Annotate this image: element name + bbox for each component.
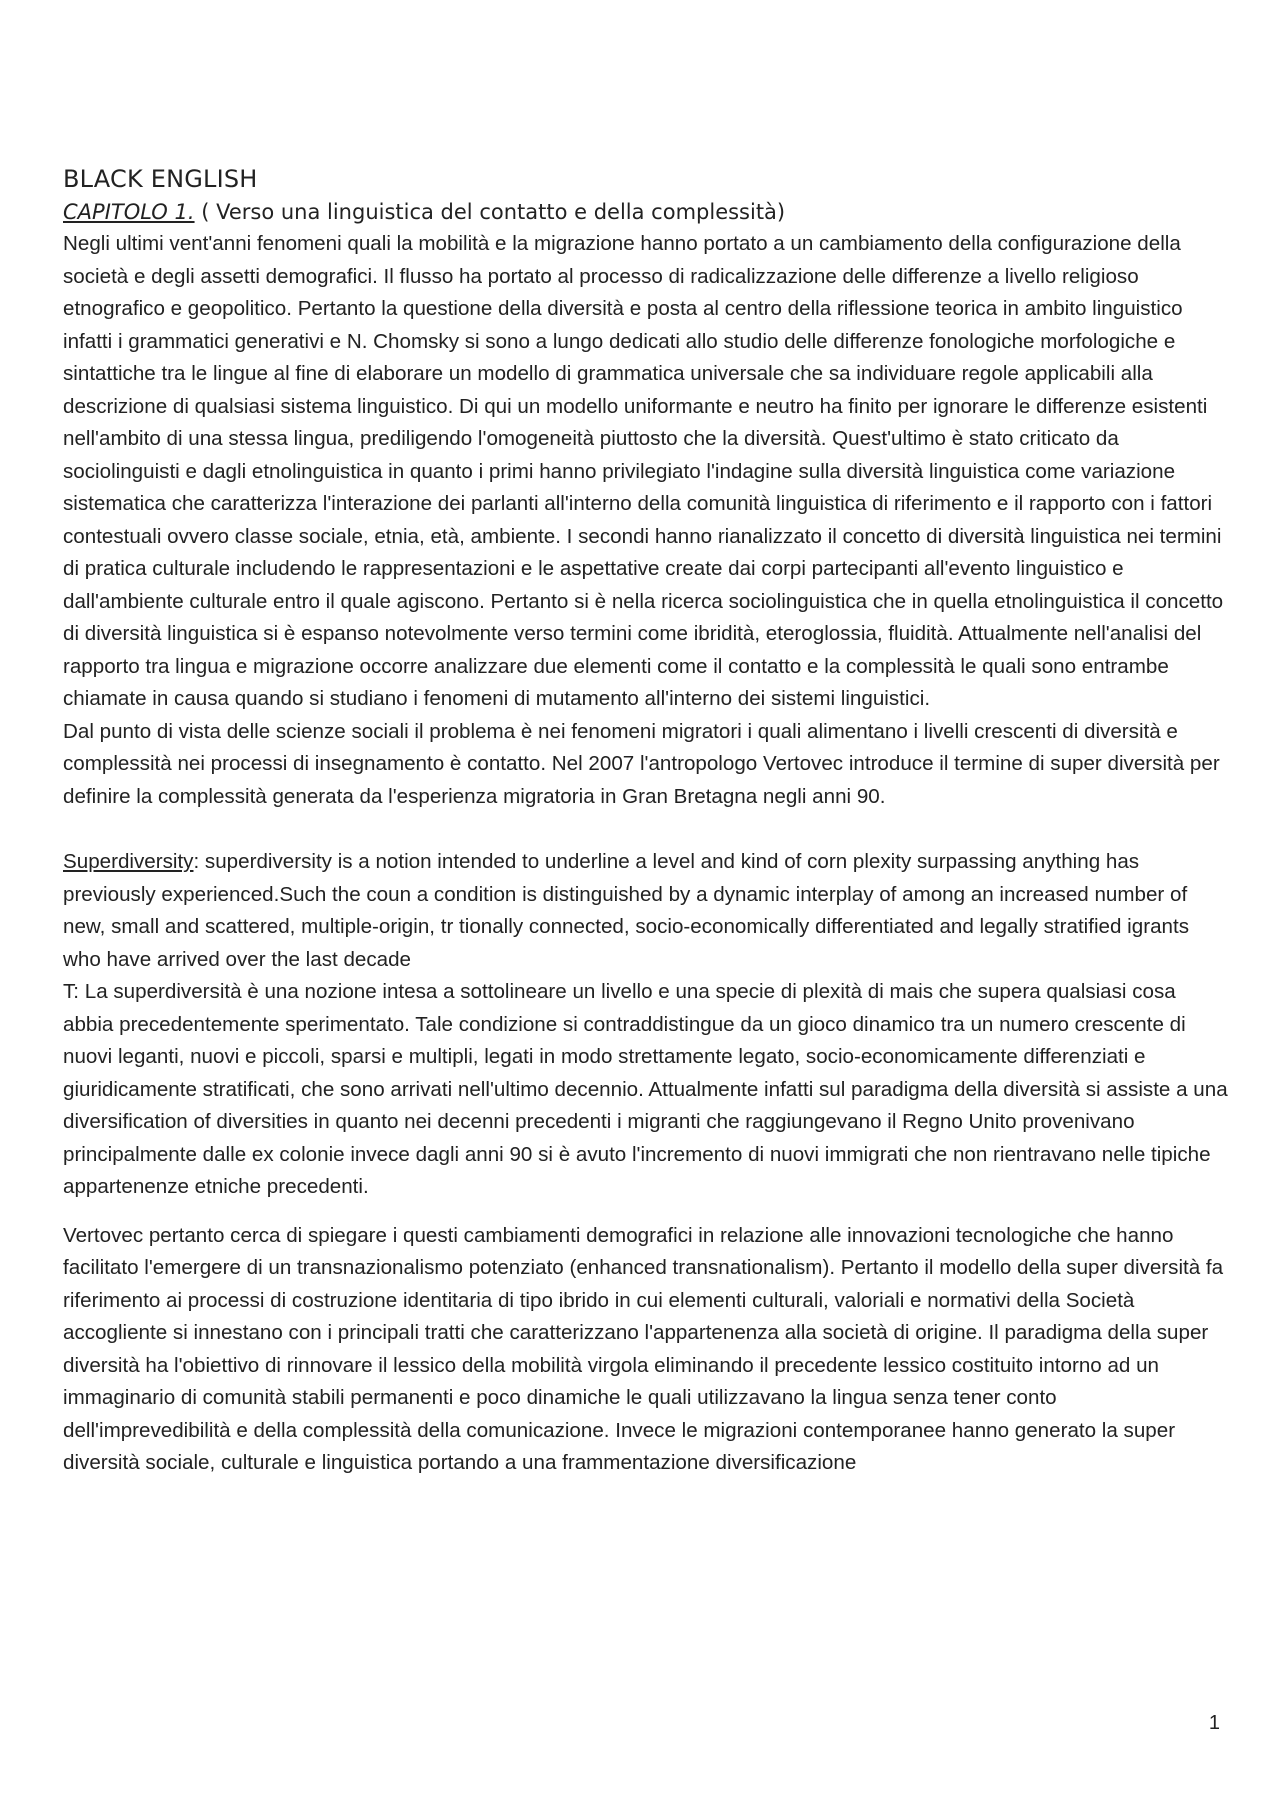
document-title: BLACK ENGLISH (63, 165, 258, 193)
paragraph-transnationalism: Vertovec pertanto cerca di spiegare i questi cambiamenti demografici in relazione alle innovazioni tecnologiche che hanno facilitato l'emergere di un transnazionalismo potenziato (enhanced transnationalism). Pertanto il modello della super diversità fa riferimento ai processi di costruzione identitaria di tipo ibrido in cui elementi culturali, valoriali e normativi della Società accogliente si innestano con i principali tratti che caratterizzano l'appartenenza alla società di origine. Il paradigma della super diversità ha l'obiettivo di rinnovare il lessico della mobilità virgola eliminando il precedente lessico costituito intorno ad un immaginario di comunità stabili permanenti e poco dinamiche le quali utilizzavano la lingua senza tener conto dell'imprevedibilità e della complessità della comunicazione. Invece le migrazioni contemporanee hanno generato la super diversità sociale, culturale e linguistica portando a una frammentazione diversificazione (63, 1223, 1224, 1474)
superdiversity-definition-text: : superdiversity is a notion intended to underline a level and kind of corn plexity surpassing anything has previously experienced.Such the coun a condition is distinguished by a dynamic interplay of among an increased number of new, small and scattered, multiple-origin, tr tionally connected, socio-economically differentiated and legally stratified igrants who have arrived over the last decade (63, 850, 1189, 971)
superdiversity-term: Superdiversity (63, 850, 194, 873)
chapter-heading (63, 196, 1228, 228)
superdiversity-translation: T: La superdiversità è una nozione intesa a sottolineare un livello e una specie di plexità di mais che supera qualsiasi cosa abbia precedentemente sperimentato. Tale condizione si contraddistingue da un gioco dinamico tra un numero crescente di nuovi leganti, nuovi e piccoli, sparsi e multipli, legati in modo strettamente legato, socio-economicamente differenziati e giuridicamente stratificati, che sono arrivati nell'ultimo decennio. Attualmente infatti sul paradigma della diversità si assiste a una diversification of diversities in quanto nei decenni precedenti i migranti che raggiungevano il Regno Unito provenivano principalmente dalle ex colonie invece dagli anni 90 si è avuto l'incremento di nuovi immigrati che non rientravano nelle tipiche appartenenze etniche precedenti. (63, 980, 1228, 1198)
document-page (63, 162, 1228, 1480)
chapter-label: CAPITOLO 1. (63, 200, 195, 224)
page-number: 1 (1208, 1712, 1220, 1734)
paragraph-vertovec: Dal punto di vista delle scienze sociali il problema è nei fenomeni migratori i quali alimentano i livelli crescenti di diversità e complessità nei processi di insegnamento è contatto. Nel 2007 l'antropologo Vertovec introduce il termine di super diversità per definire la complessità generata da l'esperienza migratoria in Gran Bretagna negli anni 90. (63, 719, 1220, 808)
chapter-subtitle: ( Verso una linguistica del contatto e della complessità) (194, 200, 786, 224)
superdiversity-definition (63, 846, 1228, 976)
paragraph-intro: Negli ultimi vent'anni fenomeni quali la mobilità e la migrazione hanno portato a un cambiamento della configurazione della società e degli assetti demografici. Il flusso ha portato al processo di radicalizzazione delle differenze a livello religioso etnografico e geopolitico. Pertanto la questione della diversità e posta al centro della riflessione teorica in ambito linguistico infatti i grammatici generativi e N. Chomsky si sono a lungo dedicati allo studio delle differenze fonologiche morfologiche e sintattiche tra le lingue al fine di elaborare un modello di grammatica universale che sa individuare regole applicabili alla descrizione di qualsiasi sistema linguistico. Di qui un modello uniformante e neutro ha finito per ignorare le differenze esistenti nell'ambito di una stessa lingua, prediligendo l'omogeneità piuttosto che la diversità. Quest'ultimo è stato criticato da sociolinguisti e dagli etnolinguistica in quanto i primi hanno privilegiato l'indagine sulla diversità linguistica come variazione sistematica che caratterizza l'interazione dei parlanti all'interno della comunità linguistica di riferimento e il rapporto con i fattori contestuali ovvero classe sociale, etnia, età, ambiente. I secondi hanno rianalizzato il concetto di diversità linguistica nei termini di pratica culturale includendo le rappresentazioni e le aspettative create dai corpi partecipanti all'evento linguistico e dall'ambiente culturale entro il quale agiscono. Pertanto si è nella ricerca sociolinguistica che in quella etnolinguistica il concetto di diversità linguistica si è espanso notevolmente verso termini come ibridità, eteroglossia, fluidità. Attualmente nell'analisi del rapporto tra lingua e migrazione occorre analizzare due elementi come il contatto e la complessità le quali sono entrambe chiamate in causa quando si studiano i fenomeni di mutamento all'interno dei sistemi linguistici. (63, 232, 1224, 710)
